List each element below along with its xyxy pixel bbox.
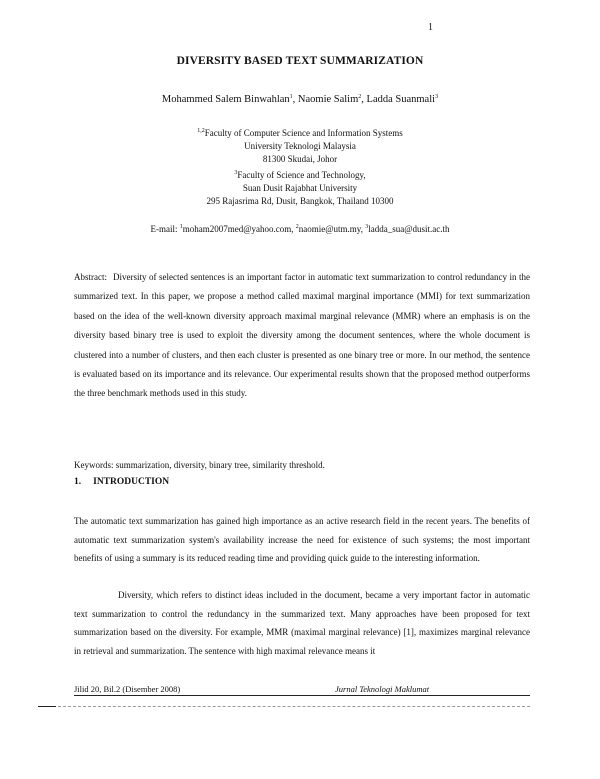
affiliation-1: [0, 127, 600, 166]
footer-rule: [74, 695, 530, 696]
affiliation-line: 81300 Skudai, Johor: [262, 154, 338, 164]
affiliation-line: Suan Dusit Rajabhat University: [242, 183, 358, 193]
abstract-text: Diversity of selected sentences is an important factor in automatic text summarization to control redundancy in the summarized text. In this paper, we propose a method called maximal marginal importance (MMI) for text summarization based on the idea of the well-known diversity approach maximal marginal relevance (MMR) where an emphasis is on the diversity based binary tree is used to exploit the diversity among the document sentences, where the whole document is clustered into a number of clusters, and then each cluster is presented as one binary tree or more. In our method, the sentence is evaluated based on its importance and its relevance. Our experimental results shown that the proposed method outperforms the three benchmark methods used in this study.: [74, 272, 530, 399]
email-superscript: 3: [365, 224, 369, 230]
keywords: [74, 460, 530, 470]
bottom-rule: [58, 706, 530, 707]
keywords-text: : summarization, diversity, binary tree, similarity threshold.: [111, 460, 325, 470]
paragraph-text: Diversity, which refers to distinct ideas included in the document, became a very important factor in automatic text summarization to control the redundancy in the summarized text. Many approaches have been proposed for text summarization based on the diversity. For example, MMR (maximal marginal relevance) [1], maximizes marginal relevance in retrieval and summarization. The sentence with high maximal relevance means it: [74, 590, 530, 656]
keywords-label: Keywords: [74, 460, 111, 470]
author-name: Naomie Salim: [297, 94, 359, 105]
email-address: moham2007med@yahoo.com,: [182, 224, 296, 234]
affiliation-superscript: 1,2: [197, 128, 205, 134]
email-address: ladda_sua@dusit.ac.th: [368, 224, 450, 234]
affiliation-line: 295 Rajasrima Rd, Dusit, Bangkok, Thailand 10300: [206, 196, 394, 206]
email-superscript: 1: [179, 224, 183, 230]
footer-volume: Jilid 20, Bil.2 (Disember 2008): [74, 684, 181, 694]
author-name: Mohammed Salem Binwahlan: [161, 94, 290, 105]
affiliation-line: Faculty of Science and Technology,: [237, 170, 366, 180]
section-heading: [74, 477, 169, 487]
affiliation-line: Faculty of Computer Science and Information Systems: [204, 128, 403, 138]
margin-mark: [38, 706, 56, 707]
abstract: [74, 268, 530, 404]
author-superscript: 3: [435, 94, 439, 100]
affiliation-2: [0, 169, 600, 208]
section-number: 1.: [74, 477, 82, 487]
paper-title: DIVERSITY BASED TEXT SUMMARIZATION: [176, 55, 424, 67]
paragraph: [74, 586, 530, 660]
affiliation-line: University Teknologi Malaysia: [244, 141, 356, 151]
page-number: 1: [428, 22, 433, 33]
author-list: [0, 94, 600, 105]
email-superscript: 2: [295, 224, 299, 230]
author-name: Ladda Suanmali: [366, 94, 436, 105]
paragraph: The automatic text summarization has gained high importance as an active research field in the recent years. The benefits of automatic text summarization system's availability increase the need for existence of such systems; the most important benefits of using a summary is its reduced reading time and providing quick guide to the interesting information.: [74, 516, 530, 564]
author-separator: ,: [292, 94, 298, 105]
email-line: [0, 224, 600, 234]
author-superscript: 2: [358, 94, 362, 100]
author-superscript: 1: [289, 94, 293, 100]
footer-journal: Jurnal Teknologi Maklumat: [335, 684, 430, 694]
email-address: naomie@utm.my,: [298, 224, 366, 234]
abstract-label: Abstract:: [74, 272, 107, 282]
section-title: INTRODUCTION: [93, 477, 170, 487]
email-label: E-mail:: [150, 224, 180, 234]
author-separator: ,: [361, 94, 367, 105]
affiliation-superscript: 3: [234, 170, 238, 176]
